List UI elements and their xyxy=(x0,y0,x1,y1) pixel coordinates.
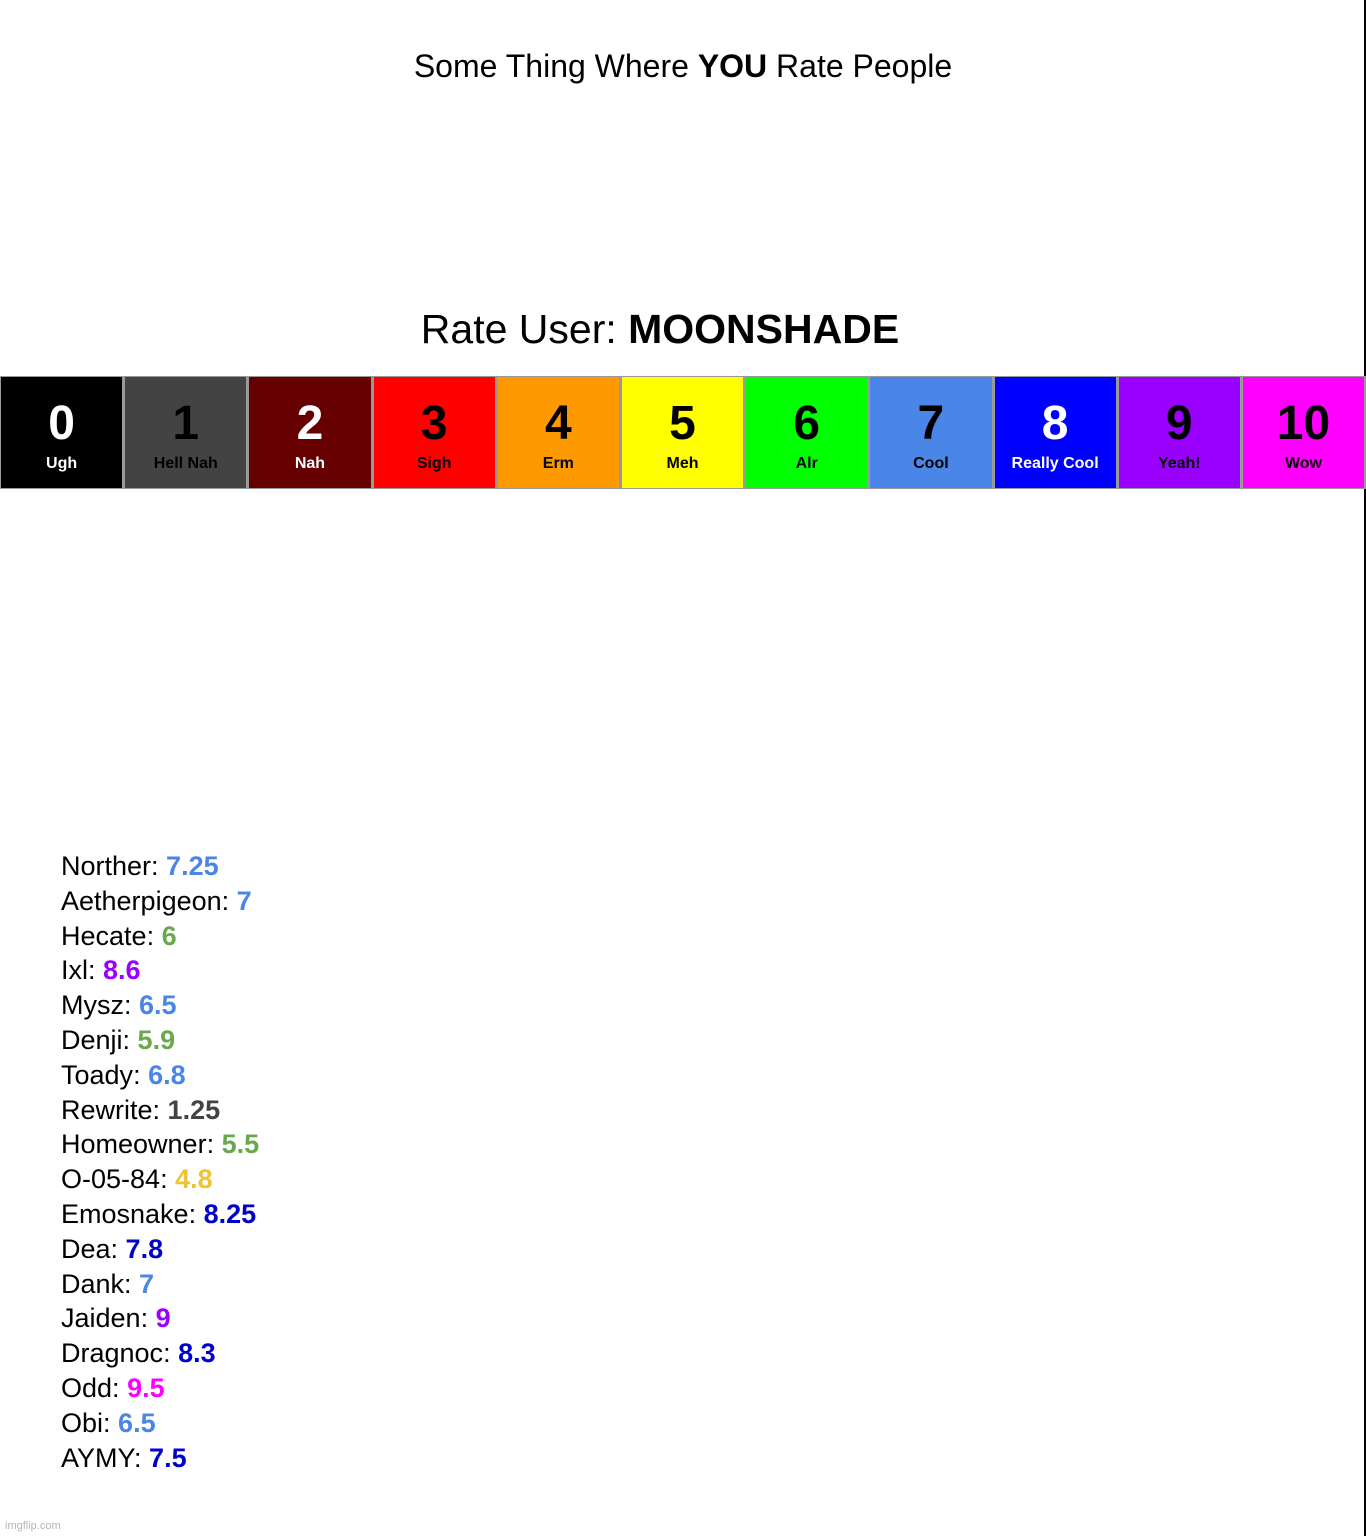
rating-score: 5.9 xyxy=(137,1024,176,1055)
rating-score: 5.5 xyxy=(221,1129,260,1160)
rating-user-name: Obi xyxy=(61,1407,104,1438)
rating-user-name: Hecate xyxy=(61,920,147,951)
rating-user-name: Dragnoc xyxy=(61,1338,164,1369)
rating-score: 8.6 xyxy=(103,955,141,986)
rating-item: Rewrite: 1.25 xyxy=(61,1094,221,1125)
rating-user-name: Homeowner xyxy=(61,1129,207,1160)
scale-cell-3 xyxy=(373,376,497,489)
title-text-after: Rate People xyxy=(767,48,953,84)
scale-number: 7 xyxy=(917,397,945,450)
subject-heading xyxy=(0,305,1320,353)
rating-score: 4.8 xyxy=(175,1164,213,1195)
rating-item: Ixl: 8.6 xyxy=(61,955,141,986)
scale-number: 3 xyxy=(420,397,448,450)
rating-item: Dank: 7 xyxy=(61,1268,155,1299)
scale-number: 1 xyxy=(172,397,200,450)
rating-score: 7.8 xyxy=(125,1233,164,1264)
rating-item: Obi: 6.5 xyxy=(61,1407,156,1438)
scale-label: Erm xyxy=(542,455,574,472)
rating-item: Dea: 7.8 xyxy=(61,1233,164,1264)
scale-cell-6 xyxy=(745,376,869,489)
rating-score: 7 xyxy=(139,1268,155,1299)
rating-user-name: Norther xyxy=(61,851,152,881)
scale-number: 8 xyxy=(1041,397,1069,450)
rating-item: Denji: 5.9 xyxy=(61,1024,176,1055)
rating-user-name: Odd xyxy=(61,1372,113,1403)
scale-cell-1 xyxy=(124,376,248,489)
rating-user-name: Rewrite xyxy=(61,1094,153,1125)
scale-number: 6 xyxy=(793,397,821,450)
rating-score: 6.8 xyxy=(148,1059,186,1090)
rating-score: 7 xyxy=(236,885,252,916)
scale-label: Yeah! xyxy=(1157,455,1201,472)
watermark: imgflip.com xyxy=(5,1520,61,1532)
scale-label: Meh xyxy=(666,455,699,472)
scale-cell-4 xyxy=(497,376,621,489)
rating-user-name: AYMY xyxy=(61,1442,135,1473)
scale-label: Really Cool xyxy=(1011,455,1099,472)
title-text-before: Some Thing Where xyxy=(413,48,698,84)
rating-item: Toady: 6.8 xyxy=(61,1059,186,1090)
rating-score: 9.5 xyxy=(127,1372,165,1403)
rating-score: 6.5 xyxy=(118,1407,156,1438)
rating-score: 8.25 xyxy=(203,1198,257,1229)
scale-number: 10 xyxy=(1276,397,1331,450)
subject-prefix: Rate User: xyxy=(420,306,629,352)
rating-score: 1.25 xyxy=(167,1094,221,1125)
scale-label: Sigh xyxy=(416,455,452,472)
scale-number: 0 xyxy=(48,397,75,450)
rating-score: 9 xyxy=(155,1303,171,1334)
scale-number: 4 xyxy=(544,397,572,450)
rating-item: O-05-84: 4.8 xyxy=(61,1164,213,1195)
rating-user-name: Ixl xyxy=(61,955,88,986)
page-title xyxy=(0,46,1366,86)
rating-item: Homeowner: 5.5 xyxy=(61,1129,260,1160)
subject-name: MOONSHADE xyxy=(628,306,900,352)
rating-score: 7.5 xyxy=(149,1442,187,1473)
scale-number: 2 xyxy=(296,397,324,450)
rating-user-name: Aetherpigeon xyxy=(61,885,222,916)
rating-user-name: Dea xyxy=(61,1233,111,1264)
scale-cell-5 xyxy=(621,376,745,489)
rating-item: Norther: 7.25 xyxy=(61,851,219,881)
scale-label: Hell Nah xyxy=(153,455,218,472)
scale-cell-7 xyxy=(869,376,993,489)
rating-score: 6.5 xyxy=(139,990,177,1021)
rating-score: 7.25 xyxy=(166,851,219,881)
rating-user-name: Jaiden xyxy=(61,1303,141,1334)
rating-user-name: Mysz xyxy=(61,990,124,1021)
rating-user-name: Denji xyxy=(61,1024,123,1055)
rating-user-name: O-05-84 xyxy=(61,1164,161,1195)
scale-label: Cool xyxy=(913,455,949,472)
scale-cell-8 xyxy=(994,376,1118,489)
scale-cell-9 xyxy=(1118,376,1242,489)
title-emphasis: YOU xyxy=(697,48,768,84)
scale-number: 5 xyxy=(669,397,696,450)
scale-number: 9 xyxy=(1165,397,1193,450)
scale-label: Nah xyxy=(294,455,326,472)
rating-score: 6 xyxy=(161,920,177,951)
scale-cell-10 xyxy=(1242,376,1366,489)
rating-item: Mysz: 6.5 xyxy=(61,990,177,1021)
rating-item: Dragnoc: 8.3 xyxy=(61,1338,216,1369)
scale-label: Alr xyxy=(795,455,818,472)
rating-score: 8.3 xyxy=(178,1338,216,1369)
rating-item: Aetherpigeon: 7 xyxy=(61,885,252,916)
ratings-list xyxy=(61,849,259,1475)
scale-label: Wow xyxy=(1284,455,1322,472)
rating-item: Emosnake: 8.25 xyxy=(61,1198,257,1229)
rating-user-name: Emosnake xyxy=(61,1198,189,1229)
rating-item: Hecate: 6 xyxy=(61,920,177,951)
scale-cell-0 xyxy=(0,376,124,489)
scale-cell-2 xyxy=(248,376,372,489)
rating-scale xyxy=(0,376,1366,489)
scale-label: Ugh xyxy=(46,455,78,472)
rating-item: Odd: 9.5 xyxy=(61,1372,165,1403)
rating-user-name: Dank xyxy=(61,1268,125,1299)
rating-item: Jaiden: 9 xyxy=(61,1303,171,1334)
rating-user-name: Toady xyxy=(61,1059,134,1090)
rating-item: AYMY: 7.5 xyxy=(61,1442,187,1473)
